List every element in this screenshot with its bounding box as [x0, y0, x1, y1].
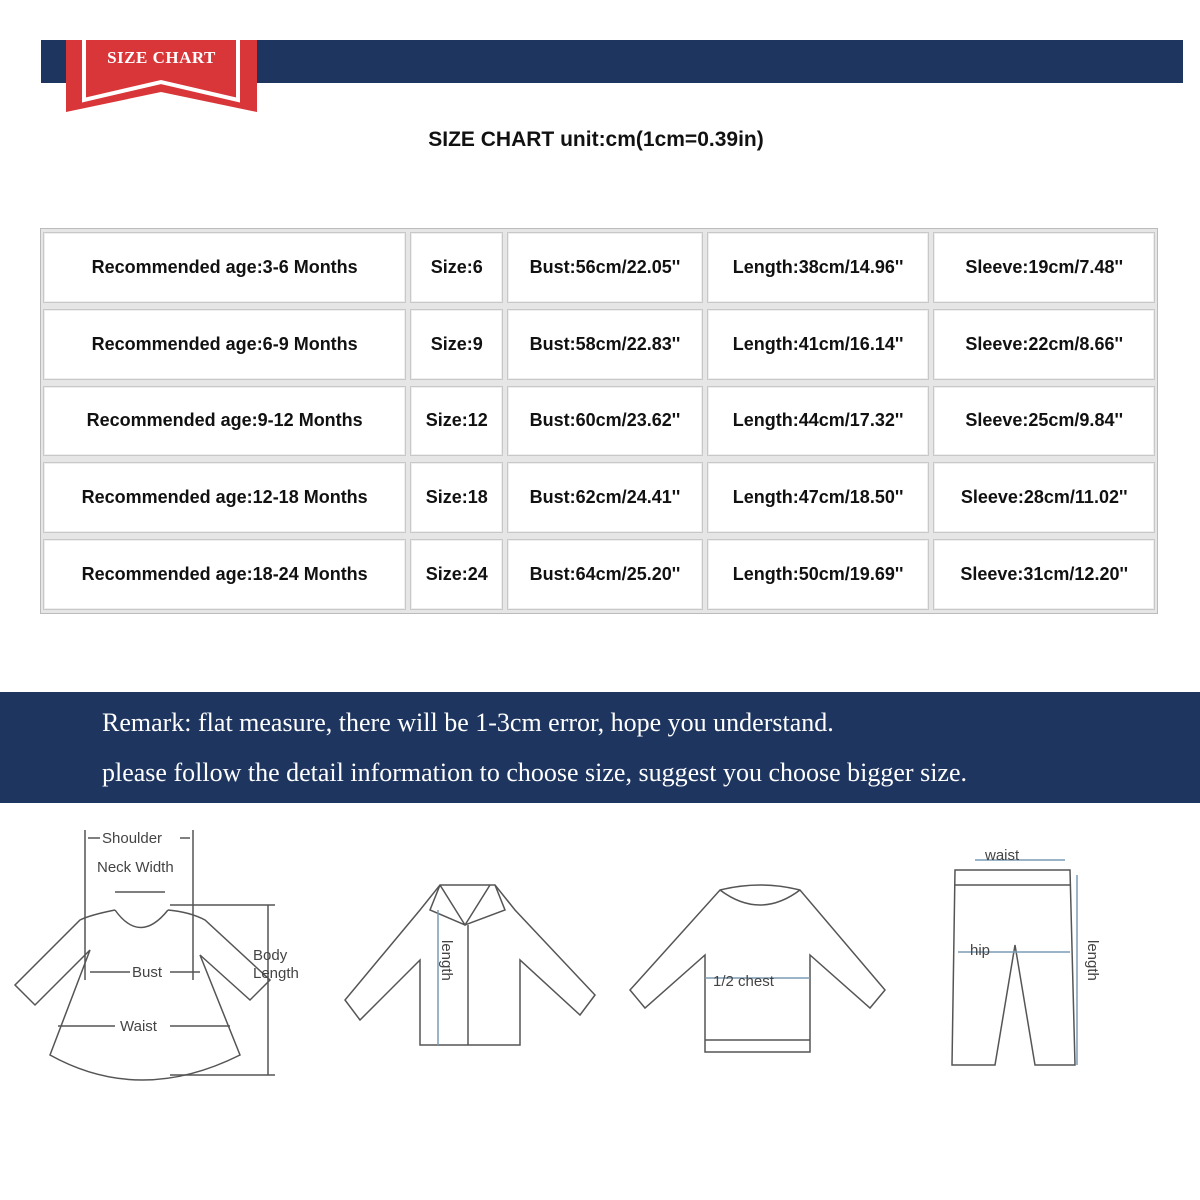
- waist-label: Waist: [120, 1018, 157, 1035]
- sleeve-cell: Sleeve:25cm/9.84'': [933, 386, 1155, 457]
- sleeve-cell: Sleeve:22cm/8.66'': [933, 309, 1155, 380]
- remark-line-2: please follow the detail information to choose size, suggest you choose bigger size.: [102, 758, 967, 787]
- bust-cell: Bust:62cm/24.41'': [507, 462, 703, 533]
- length-cell: Length:44cm/17.32'': [707, 386, 930, 457]
- page-title: SIZE CHART unit:cm(1cm=0.39in): [428, 128, 764, 151]
- size-cell: Size:9: [410, 309, 503, 380]
- sleeve-cell: Sleeve:19cm/7.48'': [933, 232, 1155, 303]
- size-cell: Size:24: [410, 539, 503, 610]
- shoulder-label: Shoulder: [102, 830, 163, 847]
- size-cell: Size:12: [410, 386, 503, 457]
- table-row: [41, 383, 1157, 460]
- size-cell: Size:18: [410, 462, 503, 533]
- table-row: [41, 459, 1157, 536]
- bust-cell: Bust:60cm/23.62'': [507, 386, 703, 457]
- pants-waist-label: waist: [985, 847, 1020, 864]
- remark-band: [0, 692, 1200, 803]
- bust-label: Bust: [132, 964, 163, 981]
- table-row: [41, 536, 1157, 613]
- bust-cell: Bust:64cm/25.20'': [507, 539, 703, 610]
- age-cell: Recommended age:18-24 Months: [43, 539, 406, 610]
- age-cell: Recommended age:3-6 Months: [43, 232, 406, 303]
- shirt-diagram: [340, 880, 605, 1060]
- bust-cell: Bust:58cm/22.83'': [507, 309, 703, 380]
- table-row: [41, 229, 1157, 306]
- neck-width-label: Neck Width: [97, 859, 174, 876]
- dress-diagram: [10, 820, 310, 1090]
- length-cell: Length:47cm/18.50'': [707, 462, 930, 533]
- shirt-length-label: length: [438, 940, 455, 981]
- length-cell: Length:38cm/14.96'': [707, 232, 930, 303]
- size-chart-badge: SIZE CHART: [107, 48, 216, 67]
- body-label: Body: [253, 947, 288, 964]
- length-cell: Length:50cm/19.69'': [707, 539, 930, 610]
- pants-length-label: length: [1084, 940, 1101, 981]
- bust-cell: Bust:56cm/22.05'': [507, 232, 703, 303]
- age-cell: Recommended age:12-18 Months: [43, 462, 406, 533]
- sleeve-cell: Sleeve:28cm/11.02'': [933, 462, 1155, 533]
- remark-line-1: Remark: flat measure, there will be 1-3cm error, hope you understand.: [102, 708, 834, 737]
- length-label: Length: [253, 965, 299, 982]
- age-cell: Recommended age:6-9 Months: [43, 309, 406, 380]
- sleeve-cell: Sleeve:31cm/12.20'': [933, 539, 1155, 610]
- age-cell: Recommended age:9-12 Months: [43, 386, 406, 457]
- sweater-diagram: [625, 880, 895, 1060]
- length-cell: Length:41cm/16.14'': [707, 309, 930, 380]
- size-cell: Size:6: [410, 232, 503, 303]
- chest-label: 1/2 chest: [713, 973, 774, 990]
- table-row: [41, 306, 1157, 383]
- size-table: [40, 228, 1158, 614]
- pants-hip-label: hip: [970, 942, 991, 959]
- pants-diagram: [940, 840, 1120, 1080]
